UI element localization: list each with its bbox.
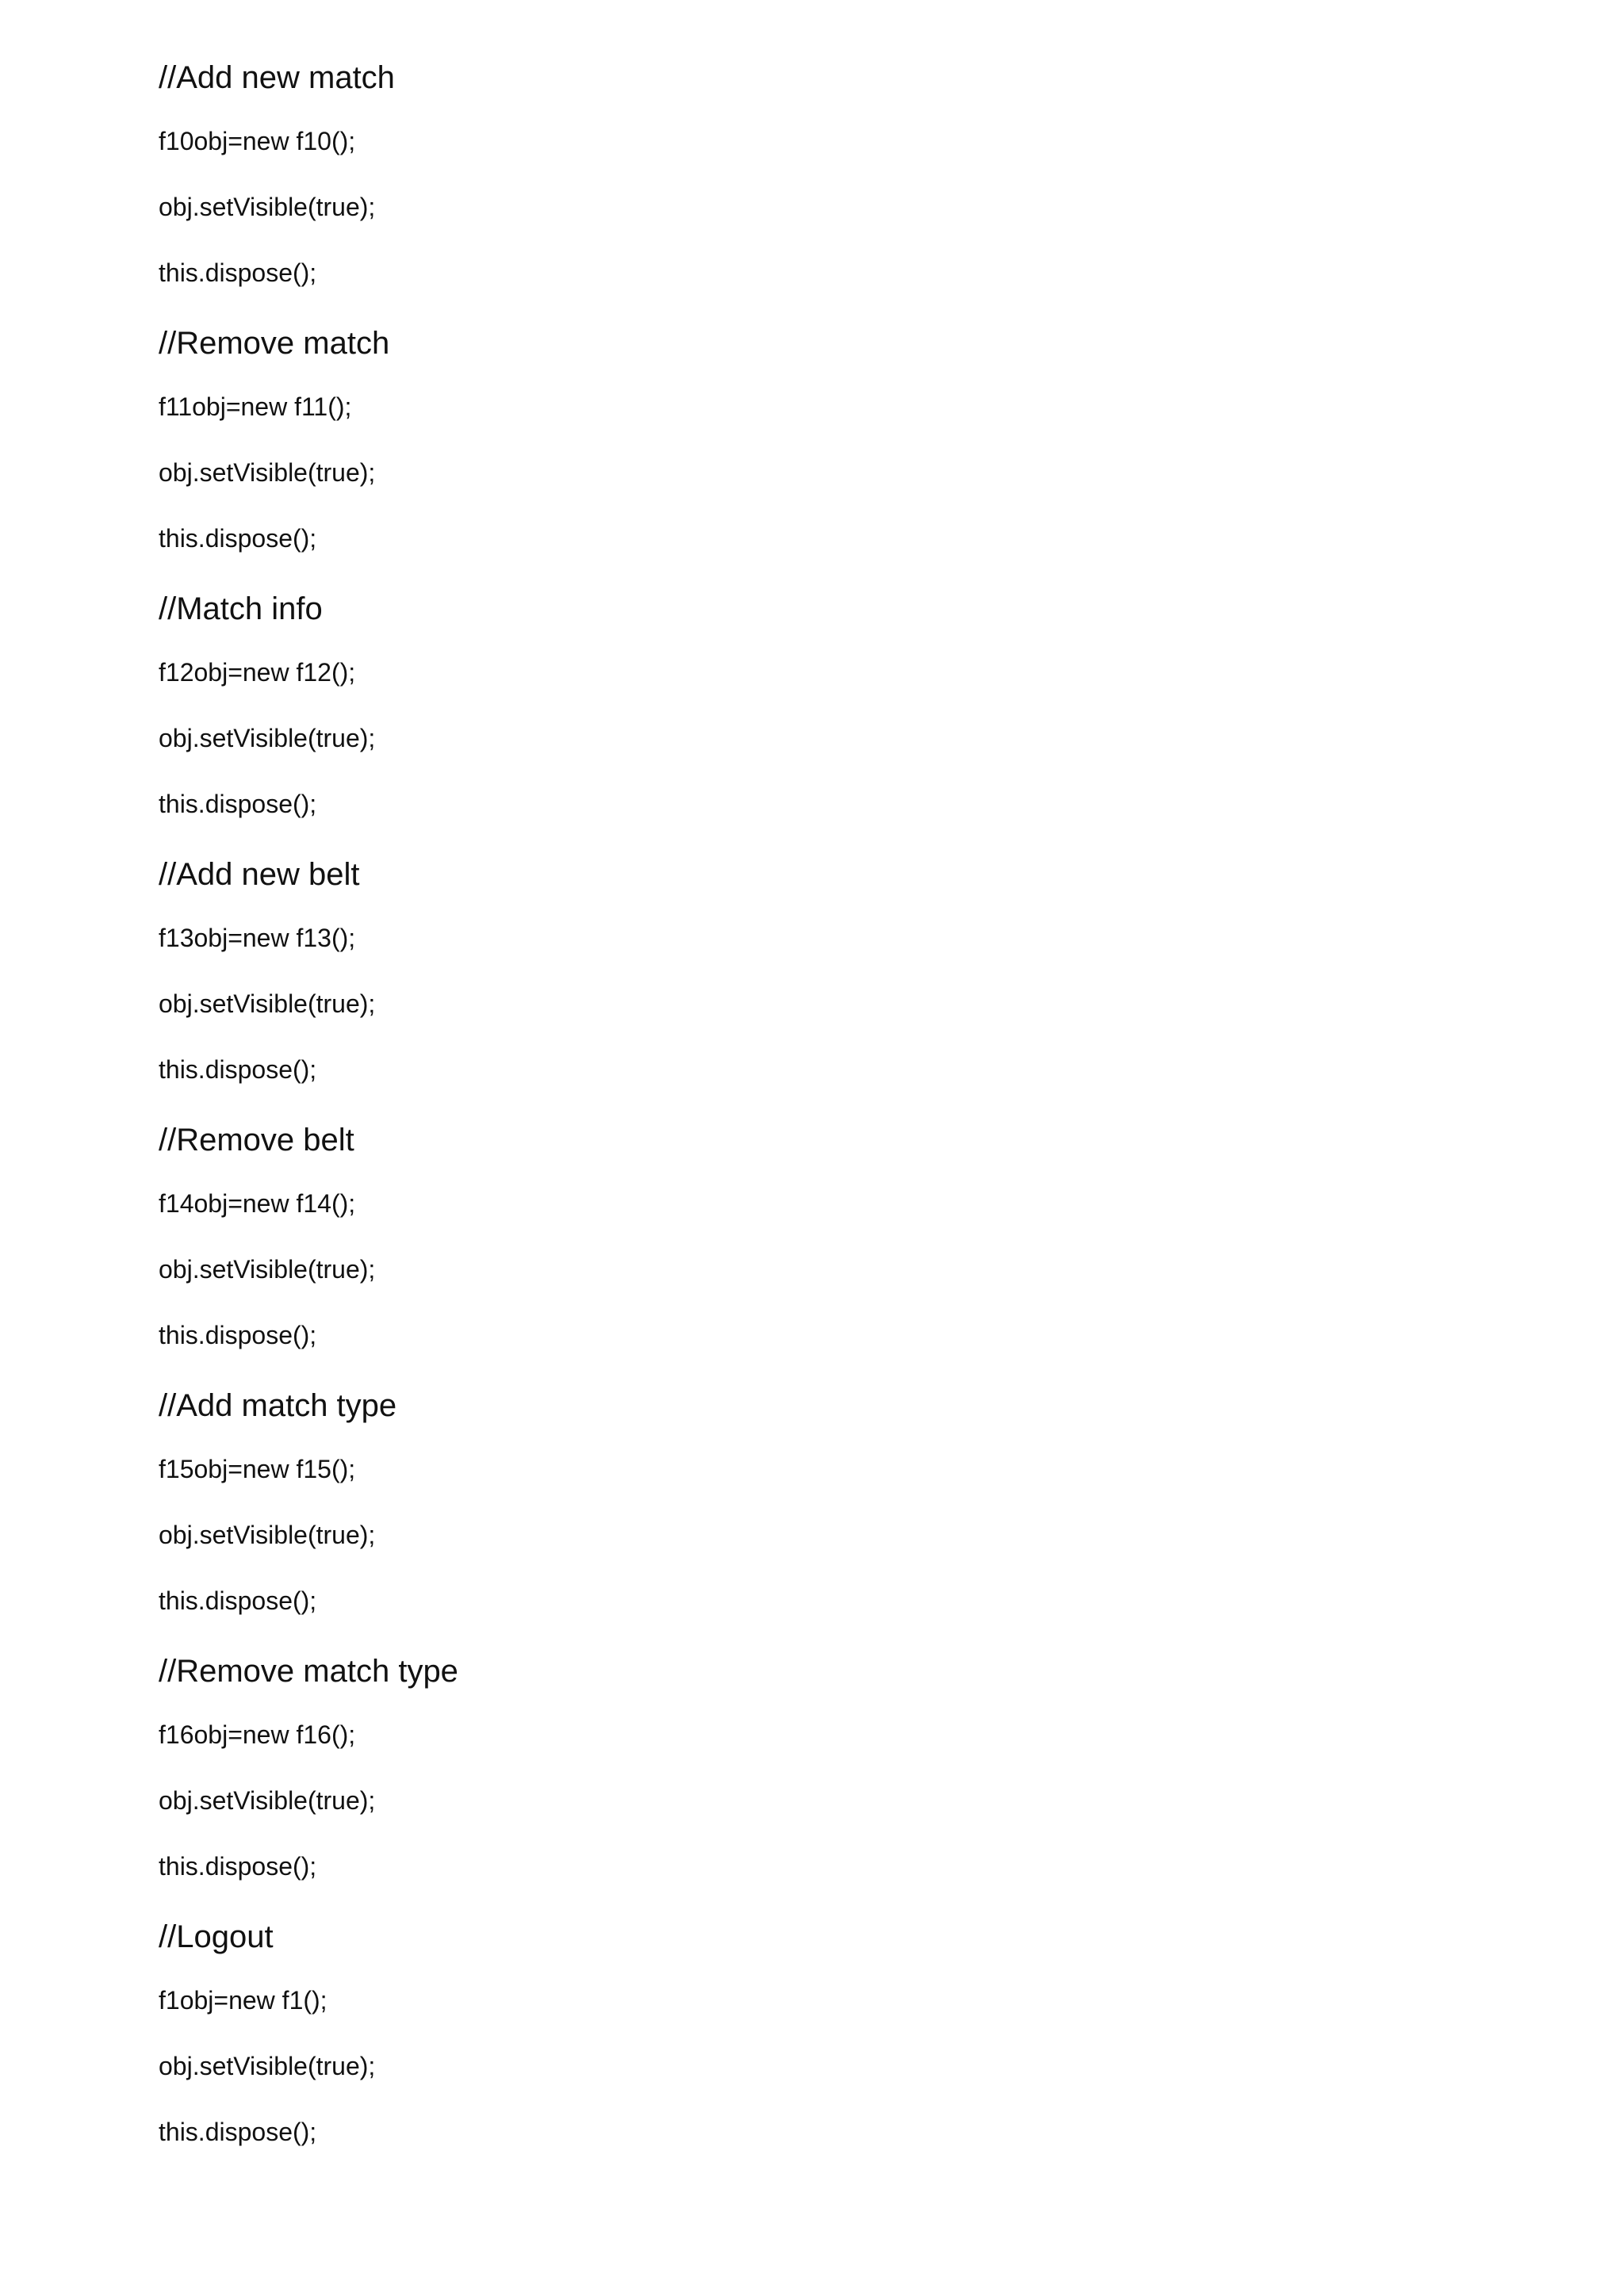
section-comment: //Add new match xyxy=(159,60,395,95)
code-line: f10obj=new f10(); xyxy=(159,127,356,155)
code-line: f16obj=new f16(); xyxy=(159,1720,356,1749)
code-line: obj.setVisible(true); xyxy=(159,458,376,487)
code-line: obj.setVisible(true); xyxy=(159,2052,376,2080)
code-line: f1obj=new f1(); xyxy=(159,1986,327,2015)
code-line: this.dispose(); xyxy=(159,524,317,553)
code-line: f15obj=new f15(); xyxy=(159,1455,356,1483)
section-remove-match xyxy=(159,323,1427,554)
code-line: f13obj=new f13(); xyxy=(159,924,356,952)
code-line: obj.setVisible(true); xyxy=(159,724,376,752)
code-line: f14obj=new f14(); xyxy=(159,1189,356,1218)
section-logout xyxy=(159,1916,1427,2148)
code-line: obj.setVisible(true); xyxy=(159,989,376,1018)
section-comment: //Remove belt xyxy=(159,1123,354,1158)
section-remove-match-type xyxy=(159,1651,1427,1882)
code-line: obj.setVisible(true); xyxy=(159,1786,376,1815)
section-match-info xyxy=(159,588,1427,820)
code-line: this.dispose(); xyxy=(159,1586,317,1615)
code-line: this.dispose(); xyxy=(159,1321,317,1349)
code-line: obj.setVisible(true); xyxy=(159,193,376,221)
code-line: f11obj=new f11(); xyxy=(159,392,352,421)
section-add-new-match xyxy=(159,57,1427,289)
code-line: this.dispose(); xyxy=(159,790,317,818)
code-line: f12obj=new f12(); xyxy=(159,658,356,687)
code-listing xyxy=(159,57,1427,2148)
section-comment: //Logout xyxy=(159,1919,274,1954)
section-comment: //Add match type xyxy=(159,1388,397,1423)
code-line: this.dispose(); xyxy=(159,2118,317,2146)
section-add-new-belt xyxy=(159,854,1427,1085)
code-line: this.dispose(); xyxy=(159,1852,317,1881)
section-comment: //Add new belt xyxy=(159,857,360,892)
section-comment: //Match info xyxy=(159,591,323,626)
section-comment: //Remove match xyxy=(159,326,390,361)
code-line: obj.setVisible(true); xyxy=(159,1521,376,1549)
code-line: this.dispose(); xyxy=(159,258,317,287)
section-remove-belt xyxy=(159,1119,1427,1351)
code-line: obj.setVisible(true); xyxy=(159,1255,376,1284)
code-line: this.dispose(); xyxy=(159,1055,317,1084)
section-comment: //Remove match type xyxy=(159,1654,458,1689)
section-add-match-type xyxy=(159,1385,1427,1617)
